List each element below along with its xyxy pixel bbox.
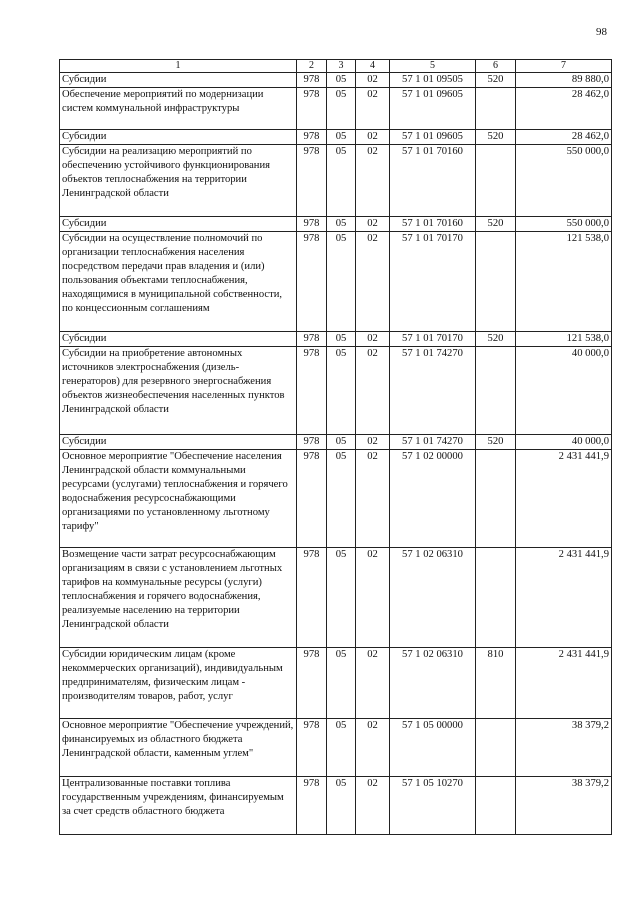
cell-c6: 520	[476, 130, 516, 145]
cell-c5: 57 1 01 74270	[390, 347, 476, 435]
page-number: 98	[596, 26, 607, 38]
cell-c3: 05	[327, 332, 356, 347]
column-header: 4	[356, 60, 390, 73]
cell-c6: 520	[476, 217, 516, 232]
cell-c4: 02	[356, 232, 390, 332]
table-row	[60, 145, 612, 217]
cell-c7: 121 538,0	[516, 232, 612, 332]
table-header-row	[60, 60, 612, 73]
table-row	[60, 648, 612, 719]
cell-c2: 978	[297, 450, 327, 548]
table-row	[60, 73, 612, 88]
cell-c3: 05	[327, 450, 356, 548]
cell-c6	[476, 548, 516, 648]
budget-table	[59, 59, 612, 835]
cell-c5: 57 1 02 06310	[390, 648, 476, 719]
cell-c2: 978	[297, 648, 327, 719]
cell-c6	[476, 450, 516, 548]
cell-c4: 02	[356, 217, 390, 232]
table-row	[60, 332, 612, 347]
cell-c2: 978	[297, 719, 327, 777]
cell-c2: 978	[297, 145, 327, 217]
cell-c5: 57 1 01 70170	[390, 232, 476, 332]
cell-c3: 05	[327, 217, 356, 232]
cell-c3: 05	[327, 435, 356, 450]
cell-c4: 02	[356, 719, 390, 777]
cell-c7: 40 000,0	[516, 435, 612, 450]
cell-c2: 978	[297, 777, 327, 835]
row-name: Субсидии юридическим лицам (кроме некоммерческих организаций), индивидуальным предпринимателям, физическим лицам - производителям товаров, работ, услуг	[60, 648, 297, 719]
cell-c5: 57 1 01 70160	[390, 217, 476, 232]
row-name: Основное мероприятие "Обеспечение населения Ленинградской области коммунальными ресурсами (услугами) теплоснабжения и горячего водоснабжения ресурсоснабжающими организациями по установленному льготному тарифу"	[60, 450, 297, 548]
row-name: Централизованные поставки топлива государственным учреждениям, финансируемым за счет средств областного бюджета	[60, 777, 297, 835]
table-row	[60, 88, 612, 130]
cell-c5: 57 1 05 00000	[390, 719, 476, 777]
cell-c4: 02	[356, 450, 390, 548]
column-header: 6	[476, 60, 516, 73]
cell-c2: 978	[297, 347, 327, 435]
cell-c4: 02	[356, 648, 390, 719]
row-name: Субсидии	[60, 217, 297, 232]
cell-c4: 02	[356, 332, 390, 347]
cell-c5: 57 1 02 00000	[390, 450, 476, 548]
row-name: Субсидии на осуществление полномочий по организации теплоснабжения населения посредством передачи прав владения и (или) пользования объектами теплоснабжения, находящимися в муниципальной собственности, по концессионным соглашениям	[60, 232, 297, 332]
cell-c6	[476, 719, 516, 777]
table-row	[60, 450, 612, 548]
cell-c4: 02	[356, 73, 390, 88]
cell-c6: 810	[476, 648, 516, 719]
cell-c5: 57 1 02 06310	[390, 548, 476, 648]
cell-c5: 57 1 01 09605	[390, 130, 476, 145]
cell-c5: 57 1 01 74270	[390, 435, 476, 450]
cell-c7: 38 379,2	[516, 719, 612, 777]
cell-c7: 2 431 441,9	[516, 548, 612, 648]
row-name: Основное мероприятие "Обеспечение учреждений, финансируемых из областного бюджета Ленинградской области, каменным углем"	[60, 719, 297, 777]
cell-c3: 05	[327, 88, 356, 130]
cell-c6: 520	[476, 332, 516, 347]
cell-c4: 02	[356, 777, 390, 835]
row-name: Обеспечение мероприятий по модернизации систем коммунальной инфраструктуры	[60, 88, 297, 130]
row-name: Субсидии	[60, 73, 297, 88]
cell-c7: 550 000,0	[516, 145, 612, 217]
cell-c7: 28 462,0	[516, 130, 612, 145]
cell-c2: 978	[297, 548, 327, 648]
cell-c7: 89 880,0	[516, 73, 612, 88]
table-row	[60, 548, 612, 648]
cell-c6	[476, 777, 516, 835]
table-row	[60, 435, 612, 450]
cell-c3: 05	[327, 777, 356, 835]
cell-c4: 02	[356, 130, 390, 145]
column-header: 1	[60, 60, 297, 73]
cell-c5: 57 1 01 70170	[390, 332, 476, 347]
cell-c7: 28 462,0	[516, 88, 612, 130]
cell-c2: 978	[297, 130, 327, 145]
table-row	[60, 777, 612, 835]
cell-c3: 05	[327, 130, 356, 145]
cell-c7: 2 431 441,9	[516, 450, 612, 548]
cell-c4: 02	[356, 435, 390, 450]
column-header: 2	[297, 60, 327, 73]
row-name: Возмещение части затрат ресурсоснабжающим организациям в связи с установлением льготных тарифов на коммунальные ресурсы (услуги) теплоснабжения и горячего водоснабжения, реализуемые населению на территории Ленинградской области	[60, 548, 297, 648]
table-row	[60, 719, 612, 777]
cell-c6: 520	[476, 73, 516, 88]
cell-c4: 02	[356, 145, 390, 217]
cell-c3: 05	[327, 648, 356, 719]
cell-c2: 978	[297, 73, 327, 88]
cell-c2: 978	[297, 435, 327, 450]
cell-c2: 978	[297, 332, 327, 347]
cell-c3: 05	[327, 232, 356, 332]
cell-c7: 121 538,0	[516, 332, 612, 347]
cell-c7: 2 431 441,9	[516, 648, 612, 719]
row-name: Субсидии	[60, 435, 297, 450]
cell-c2: 978	[297, 232, 327, 332]
cell-c3: 05	[327, 347, 356, 435]
cell-c3: 05	[327, 73, 356, 88]
cell-c4: 02	[356, 347, 390, 435]
cell-c3: 05	[327, 548, 356, 648]
cell-c4: 02	[356, 88, 390, 130]
cell-c4: 02	[356, 548, 390, 648]
cell-c6	[476, 145, 516, 217]
cell-c6	[476, 88, 516, 130]
cell-c3: 05	[327, 145, 356, 217]
cell-c3: 05	[327, 719, 356, 777]
cell-c7: 40 000,0	[516, 347, 612, 435]
cell-c7: 38 379,2	[516, 777, 612, 835]
cell-c2: 978	[297, 217, 327, 232]
cell-c5: 57 1 05 10270	[390, 777, 476, 835]
cell-c5: 57 1 01 70160	[390, 145, 476, 217]
cell-c5: 57 1 01 09505	[390, 73, 476, 88]
cell-c7: 550 000,0	[516, 217, 612, 232]
cell-c6	[476, 232, 516, 332]
cell-c6: 520	[476, 435, 516, 450]
table-row	[60, 130, 612, 145]
cell-c6	[476, 347, 516, 435]
row-name: Субсидии на приобретение автономных источников электроснабжения (дизель-генераторов) для резервного энергоснабжения объектов жизнеобеспечения населенных пунктов Ленинградской области	[60, 347, 297, 435]
table-row	[60, 232, 612, 332]
row-name: Субсидии	[60, 332, 297, 347]
column-header: 5	[390, 60, 476, 73]
row-name: Субсидии	[60, 130, 297, 145]
table-row	[60, 347, 612, 435]
cell-c2: 978	[297, 88, 327, 130]
cell-c5: 57 1 01 09605	[390, 88, 476, 130]
row-name: Субсидии на реализацию мероприятий по обеспечению устойчивого функционирования объектов теплоснабжения на территории Ленинградской области	[60, 145, 297, 217]
column-header: 7	[516, 60, 612, 73]
table-row	[60, 217, 612, 232]
column-header: 3	[327, 60, 356, 73]
